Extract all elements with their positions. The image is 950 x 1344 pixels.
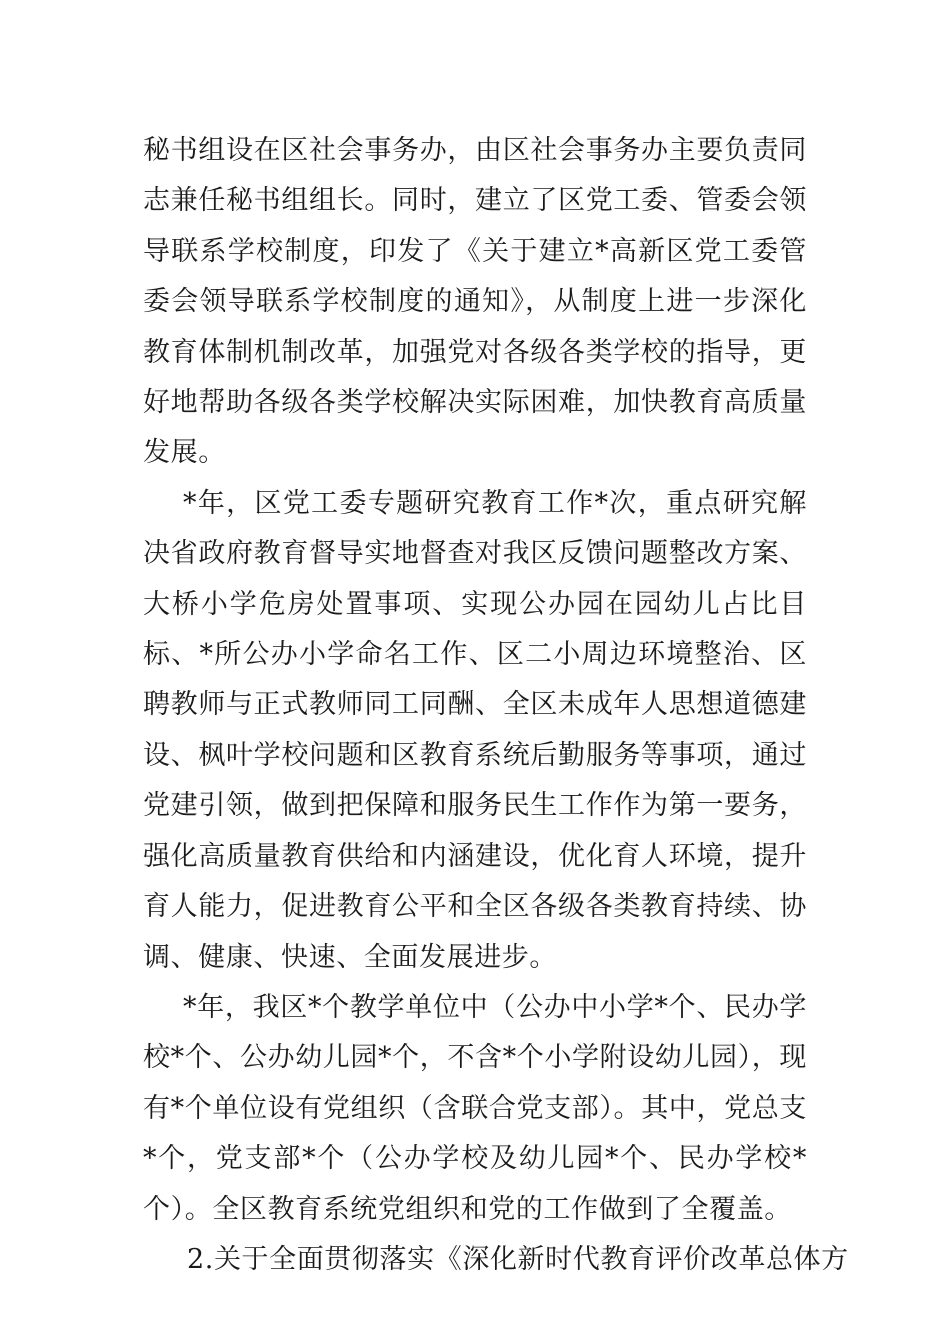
- paragraph-party-organization-coverage: *年，我区*个教学单位中（公办中小学*个、民办学校*个、公办幼儿园*个，不含*个小学附设幼儿园），现有*个单位设有党组织（含联合党支部）。其中，党总支*个，党支部*个（公办学校及幼儿园*个、民办学校*个）。全区教育系统党组织和党的工作做到了全覆盖。: [143, 991, 807, 1225]
- document-body: [143, 126, 849, 1285]
- paragraph-party-committee-research: *年，区党工委专题研究教育工作*次，重点研究解决省政府教育督导实地督查对我区反馈问题整改方案、大桥小学危房处置事项、实现公办园在园幼儿占比目标、*所公办小学命名工作、区二小周边环境整治、区聘教师与正式教师同工同酬、全区未成年人思想道德建设、枫叶学校问题和区教育系统后勤服务等事项，通过党建引领，做到把保障和服务民生工作作为第一要务，强化高质量教育供给和内涵建设，优化育人环境，提升育人能力，促进教育公平和全区各级各类教育持续、协调、健康、快速、全面发展进步。: [143, 487, 807, 973]
- section-heading-2: 2.关于全面贯彻落实《深化新时代教育评价改革总体方: [187, 1243, 849, 1275]
- paragraph-secretariat: 秘书组设在区社会事务办，由区社会事务办主要负责同志兼任秘书组组长。同时，建立了区党工委、管委会领导联系学校制度，印发了《关于建立*高新区党工委管委会领导联系学校制度的通知》，从制度上进一步深化教育体制机制改革，加强党对各级各类学校的指导，更好地帮助各级各类学校解决实际困难，加快教育高质量发展。: [143, 135, 807, 469]
